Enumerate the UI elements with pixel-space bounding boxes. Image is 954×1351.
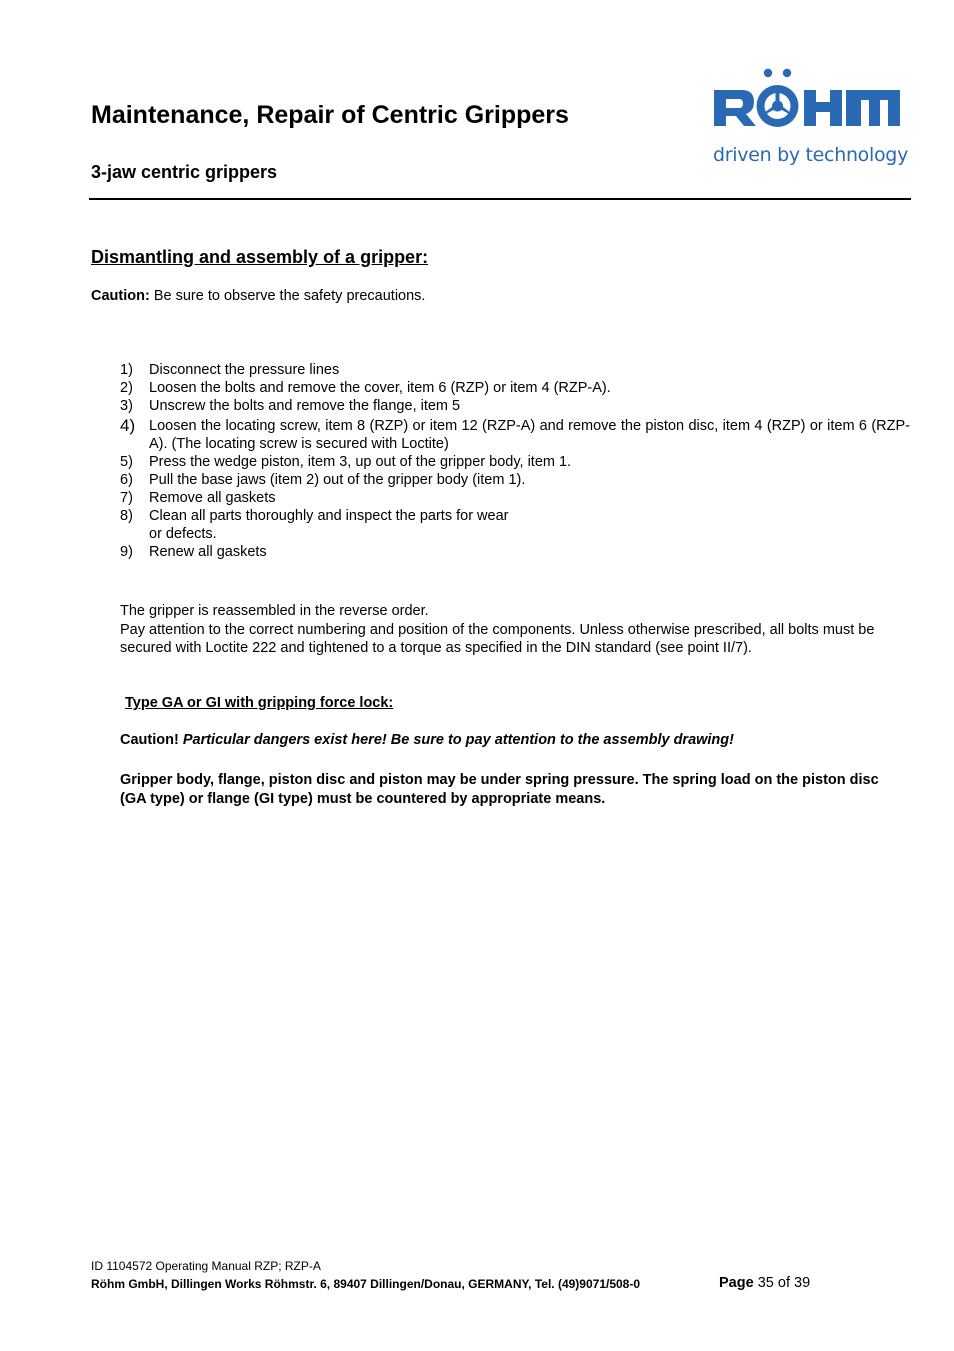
- ga-caution-label: Caution!: [120, 732, 179, 748]
- page-total: 39: [794, 1275, 811, 1291]
- step-number: 9): [120, 544, 133, 560]
- step-text: Unscrew the bolts and remove the flange, item 5: [149, 398, 461, 414]
- step-text: Pull the base jaws (item 2) out of the gripper body (item 1).: [149, 472, 526, 488]
- step-number: 6): [120, 472, 133, 488]
- step-number: 8): [120, 508, 133, 524]
- step-text: Remove all gaskets: [149, 490, 276, 506]
- list-item: [120, 507, 910, 543]
- page-number: [719, 1275, 810, 1291]
- step-number: 5): [120, 454, 133, 470]
- step-text: Clean all parts thoroughly and inspect the parts for wear: [149, 508, 509, 524]
- list-item: [120, 379, 910, 397]
- page-title: Maintenance, Repair of Centric Grippers: [91, 101, 569, 129]
- step-number: 1): [120, 362, 133, 378]
- step-number: 2): [120, 380, 133, 396]
- list-item: [120, 361, 910, 379]
- list-item: [120, 397, 910, 415]
- list-item: [120, 489, 910, 507]
- step-text: Renew all gaskets: [149, 544, 267, 560]
- list-item: [120, 543, 910, 561]
- spring-warning: Gripper body, flange, piston disc and piston may be under spring pressure. The spring load on the piston disc (GA type) or flange (GI type) must be countered by appropriate means.: [120, 772, 879, 807]
- caution-label: Caution:: [91, 288, 150, 304]
- list-item: [120, 417, 910, 453]
- list-item: [120, 471, 910, 489]
- list-item: [120, 453, 910, 471]
- reassembly-line: The gripper is reassembled in the reverse order.: [120, 603, 429, 619]
- step-text: Disconnect the pressure lines: [149, 362, 340, 378]
- footer-company: Röhm GmbH, Dillingen Works Röhmstr. 6, 89407 Dillingen/Donau, GERMANY, Tel. (49)9071/508-0: [91, 1277, 641, 1291]
- ga-section-heading: Type GA or GI with gripping force lock:: [125, 695, 394, 711]
- caution-text: Be sure to observe the safety precautions.: [149, 288, 426, 304]
- reassembly-note: [120, 602, 910, 658]
- footer-doc-id: ID 1104572 Operating Manual RZP; RZP-A: [91, 1259, 321, 1273]
- page-of: of: [777, 1275, 790, 1291]
- step-text-continued: or defects.: [149, 526, 217, 542]
- page-label: Page: [719, 1275, 754, 1291]
- caution-note: [91, 288, 425, 304]
- step-number: 4): [120, 416, 136, 435]
- step-text: Loosen the locating screw, item 8 (RZP) or item 12 (RZP-A) and remove the piston disc, item 4 (RZP) or item 6 (RZP-A). (The locating screw is secured with Loctite): [149, 418, 910, 452]
- step-number: 7): [120, 490, 133, 506]
- step-number: 3): [120, 398, 133, 414]
- step-list: [120, 361, 910, 561]
- page-current: 35: [757, 1275, 774, 1291]
- ga-caution-text: Particular dangers exist here! Be sure to pay attention to the assembly drawing!: [182, 732, 734, 748]
- reassembly-instructions: Pay attention to the correct numbering and position of the components. Unless otherwise prescribed, all bolts must be secured with Loctite 222 and tightened to a torque as specified in the DIN standard (see point II/7).: [120, 621, 875, 656]
- page-subtitle: 3-jaw centric grippers: [91, 162, 278, 182]
- logo-tagline: driven by technology: [713, 144, 909, 166]
- step-text: Loosen the bolts and remove the cover, item 6 (RZP) or item 4 (RZP-A).: [149, 380, 611, 396]
- ga-caution: [120, 732, 734, 748]
- step-text: Press the wedge piston, item 3, up out of the gripper body, item 1.: [149, 454, 572, 470]
- header-divider: [89, 198, 911, 200]
- section-heading: Dismantling and assembly of a gripper:: [91, 247, 429, 267]
